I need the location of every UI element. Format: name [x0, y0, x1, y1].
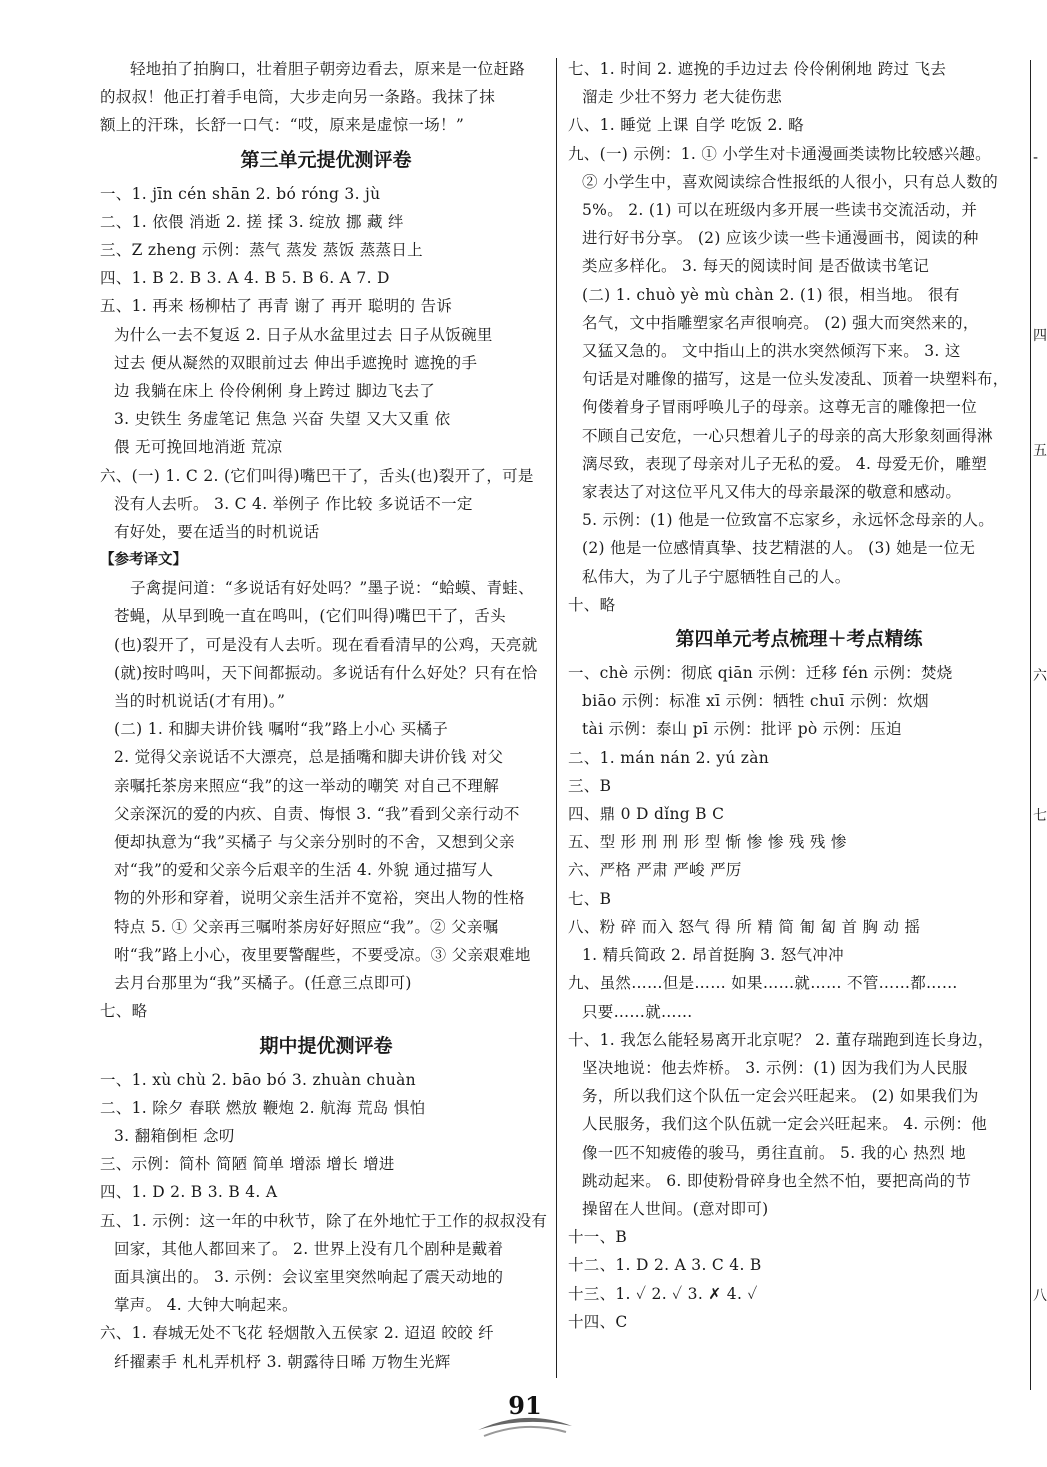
answer-line: 四、1. B 2. B 3. A 4. B 5. B 6. A 7. D [100, 269, 390, 288]
answer-line: 对“我”的爱和父亲今后艰辛的生活 4. 外貌 通过描写人 [114, 861, 494, 880]
answer-line: 为什么一去不复返 2. 日子从水盆里过去 日子从饭碗里 [114, 325, 493, 344]
answer-line: 四、1. D 2. B 3. B 4. A [100, 1183, 278, 1202]
answer-line: 七、略 [100, 1002, 148, 1021]
answer-line: ② 小学生中，喜欢阅读综合性报纸的人很小，只有总人数的 [582, 172, 999, 191]
answer-line: 佝偻着身子冒雨呼唤儿子的母亲。这尊无言的雕像把一位 [582, 398, 978, 417]
edge-mark: 七 [1033, 808, 1047, 824]
answer-line: 十一、B [568, 1228, 628, 1247]
answer-line: 面具演出的。 3. 示例：会议室里突然响起了震天动地的 [114, 1267, 504, 1286]
text-line: 的叔叔！他正打着手电筒，大步走向另一条路。我抹了抹 [100, 88, 496, 107]
answer-line: (2) 他是一位感情真挚、技艺精湛的人。 (3) 她是一位无 [582, 539, 976, 558]
answer-line: 父亲深沉的爱的内疚、自责、悔恨 3. “我”看到父亲行动不 [114, 804, 520, 823]
answer-line: 溜走 少壮不努力 老大徒伤悲 [582, 88, 783, 107]
answer-line: 十二、1. D 2. A 3. C 4. B [568, 1256, 762, 1275]
answer-line: 回家，其他人都回来了。 2. 世界上没有几个剧种是戴着 [114, 1239, 504, 1258]
edge-mark: 四 [1033, 328, 1047, 344]
answer-line: 二、1. mán nán 2. yú zàn [568, 748, 770, 767]
text-line: 额上的汗珠，长舒一口气：“哎，原来是虚惊一场！” [100, 116, 465, 135]
column-divider [556, 58, 557, 1378]
answer-line: 进行好书分享。 (2) 应该少读一些卡通漫画书，阅读的种 [582, 229, 979, 248]
answer-line: 六、严格 严肃 严峻 严厉 [568, 861, 742, 880]
answer-line: (二) 1. 和脚夫讲价钱 嘱咐“我”路上小心 买橘子 [114, 720, 449, 739]
text-line: (也)裂开了，可是没有人去听。现在看看清早的公鸡，天亮就 [114, 635, 538, 654]
answer-line: 一、chè 示例：彻底 qiān 示例：迁移 fén 示例：焚烧 [568, 664, 953, 683]
right-column [568, 55, 1030, 1336]
answer-line: 十三、1. ✓ 2. ✓ 3. ✗ 4. ✓ [568, 1284, 758, 1303]
answer-line: 十、略 [568, 595, 616, 614]
part2-answers [100, 715, 552, 1025]
answer-line: 九、(一) 示例：1. ① 小学生对卡通漫画类读物比较感兴趣。 [568, 144, 991, 163]
answer-line: 句话是对雕像的描写，这是一位头发凌乱、顶着一块塑料布， [582, 370, 1009, 389]
answer-line: 跳动起来。 6. 即使粉骨碎身也全然不怕，要把高尚的节 [582, 1171, 972, 1190]
midterm-answers [100, 1066, 552, 1376]
answer-line: 像一匹不知疲倦的骏马，勇往直前。 5. 我的心 热烈 地 [582, 1143, 966, 1162]
answer-line: 务，所以我们这个队伍一定会兴旺起来。 (2) 如果我们为 [582, 1087, 979, 1106]
answer-line: 3. 史铁生 务虚笔记 焦急 兴奋 失望 又大又重 依 [114, 410, 451, 429]
answer-line: 一、1. xù chù 2. bāo bó 3. zhuàn chuàn [100, 1070, 416, 1089]
answer-line: 三、B [568, 776, 612, 795]
answer-line: tài 示例：泰山 pī 示例：批评 pò 示例：压迫 [582, 720, 902, 739]
answer-line: 二、1. 除夕 春联 燃放 鞭炮 2. 航海 荒岛 惧怕 [100, 1098, 426, 1117]
unit3-answers [100, 180, 552, 547]
answer-line: 八、1. 睡觉 上课 自学 吃饭 2. 略 [568, 116, 804, 135]
answer-line: 五、型 形 刑 刑 形 型 惭 惨 惨 残 残 惨 [568, 833, 847, 852]
answer-line: 五、1. 示例：这一年的中秋节，除了在外地忙于工作的叔叔没有 [100, 1211, 548, 1230]
answer-line: 有好处，要在适当的时机说话 [114, 523, 320, 542]
answer-line: 物的外形和穿着，说明父亲生活并不宽裕，突出人物的性格 [114, 889, 525, 908]
answer-line: 七、1. 时间 2. 遮挽的手边过去 伶伶俐俐地 跨过 飞去 [568, 60, 947, 78]
answer-line: 四、鼎 0 D dǐng B C [568, 805, 725, 824]
answer-line: 漓尽致，表现了母亲对儿子无私的爱。 4. 母爱无价，雕塑 [582, 454, 988, 473]
answer-line: 1. 精兵简政 2. 昂首挺胸 3. 怒气冲冲 [582, 946, 844, 965]
edge-mark: 八 [1033, 1288, 1047, 1304]
text-line: 当的时机说话(才有用)。” [114, 692, 286, 711]
answer-line: 5%。 2. (1) 可以在班级内多开展一些读书交流活动，并 [582, 201, 978, 220]
answer-line: 3. 翻箱倒柜 念叨 [114, 1126, 235, 1145]
answer-line: 八、粉 碎 而入 怒气 得 所 精 简 匍 匐 首 胸 动 摇 [568, 917, 921, 936]
text-line: (就)按时鸣叫，天下间都振动。多说话有什么好处？只有在恰 [114, 663, 538, 682]
answer-line: 便却执意为“我”买橘子 与父亲分别时的不舍，又想到父亲 [114, 833, 515, 852]
edge-mark: - [1033, 150, 1039, 166]
answer-line: 私伟大，为了儿子宁愿牺牲自己的人。 [582, 567, 851, 586]
section-title: 期中提优测评卷 [259, 1034, 393, 1057]
page-number: 91 [508, 1391, 542, 1420]
section-title: 第三单元提优测评卷 [240, 148, 412, 171]
answer-line: 去月台那里为“我”买橘子。(任意三点即可) [114, 974, 412, 993]
answer-line: (二) 1. chuò yè mù chàn 2. (1) 很，相当地。 很有 [582, 285, 960, 304]
answer-line: 家表达了对这位平凡又伟大的母亲最深的敬意和感动。 [582, 483, 962, 502]
text-line: 苍蝇，从早到晚一直在鸣叫，(它们叫得)嘴巴干了，舌头 [114, 607, 506, 626]
answer-line: 操留在人世间。(意对即可) [582, 1199, 769, 1218]
reference-translation-title: 【参考译文】 [100, 552, 187, 569]
answer-line: 九、虽然……但是…… 如果……就…… 不管……都…… [568, 974, 958, 993]
answer-line: 七、B [568, 889, 612, 908]
answer-line: 一、1. jīn cén shān 2. bó róng 3. jù [100, 184, 381, 203]
text-line: 子禽提问道：“多说话有好处吗？”墨子说：“蛤蟆、青蛙、 [130, 579, 534, 598]
answer-line: 坚决地说：他去炸桥。 3. 示例：(1) 因为我们为人民服 [582, 1058, 968, 1077]
text-line: 轻地拍了拍胸口，壮着胆子朝旁边看去，原来是一位赶路 [130, 60, 526, 78]
answer-line: 十四、C [568, 1312, 628, 1331]
answer-line: 掌声。 4. 大钟大响起来。 [114, 1296, 298, 1315]
edge-mark: 五 [1033, 443, 1047, 459]
answer-line: 三、Z zheng 示例：蒸气 蒸发 蒸饭 蒸蒸日上 [100, 241, 423, 260]
answer-line: 六、1. 春城无处不飞花 轻烟散入五侯家 2. 迢迢 皎皎 纤 [100, 1324, 494, 1343]
answer-line: 不顾自己安危，一心只想着儿子的母亲的高大形象刻画得淋 [582, 426, 993, 445]
answer-line: 类应多样化。 3. 每天的阅读时间 是否做读书笔记 [582, 257, 930, 276]
answer-line: 特点 5. ① 父亲再三嘱咐茶房好好照应“我”。② 父亲嘱 [114, 917, 499, 936]
answer-line: 五、1. 再来 杨柳枯了 再青 谢了 再开 聪明的 告诉 [100, 297, 453, 316]
answer-line: 又猛又急的。 文中指山上的洪水突然倾泻下来。 3. 这 [582, 342, 961, 361]
answer-line: 二、1. 依偎 消逝 2. 搓 揉 3. 绽放 挪 藏 绊 [100, 212, 404, 231]
left-column [100, 55, 552, 1376]
reference-translation [100, 574, 552, 715]
page-edge-line [1030, 60, 1031, 1390]
answer-line: 偎 无可挽回地消逝 荒凉 [114, 438, 283, 457]
answer-line: 没有人去听。 3. C 4. 举例子 作比较 多说话不一定 [114, 494, 473, 513]
answer-line: 纤擢素手 札札弄机杼 3. 朝露待日晞 万物生光辉 [114, 1352, 451, 1371]
answer-line: 亲嘱托茶房来照应“我”的这一举动的嘲笑 对自己不理解 [114, 776, 500, 795]
answer-line: 十、1. 我怎么能轻易离开北京呢？ 2. 董存瑞跑到连长身边， [568, 1030, 994, 1049]
answer-line: 名气，文中指雕塑家名声很响亮。 (2) 强大而突然来的， [582, 313, 979, 332]
unit4-answers [568, 659, 1030, 1336]
intro-paragraph [100, 55, 552, 140]
page-number-badge [470, 1386, 580, 1446]
answer-line: 5. 示例：(1) 他是一位致富不忘家乡，永远怀念母亲的人。 [582, 511, 995, 530]
answer-line: 人民服务，我们这个队伍就一定会兴旺起来。 4. 示例：他 [582, 1115, 988, 1134]
section-title: 第四单元考点梳理＋考点精练 [675, 628, 923, 651]
answer-line: 六、(一) 1. C 2. (它们叫得)嘴巴干了，舌头(也)裂开了，可是 [100, 466, 534, 485]
answer-line: biāo 示例：标准 xī 示例：牺牲 chuī 示例：炊烟 [582, 692, 929, 711]
answer-line: 边 我躺在床上 伶伶俐俐 身上跨过 脚边飞去了 [114, 382, 436, 401]
answer-line: 过去 便从凝然的双眼前过去 伸出手遮挽时 遮挽的手 [114, 353, 478, 372]
answer-line: 只要……就…… [582, 1002, 693, 1021]
answer-line: 2. 觉得父亲说话不大漂亮，总是插嘴和脚夫讲价钱 对父 [114, 748, 504, 767]
unit3-continued-answers [568, 55, 1030, 619]
answer-line: 咐“我”路上小心，夜里要警醒些，不要受凉。③ 父亲艰难地 [114, 945, 531, 964]
answer-line: 三、示例：简朴 简陋 简单 增添 增长 增进 [100, 1155, 395, 1174]
edge-mark: 六 [1033, 668, 1047, 684]
